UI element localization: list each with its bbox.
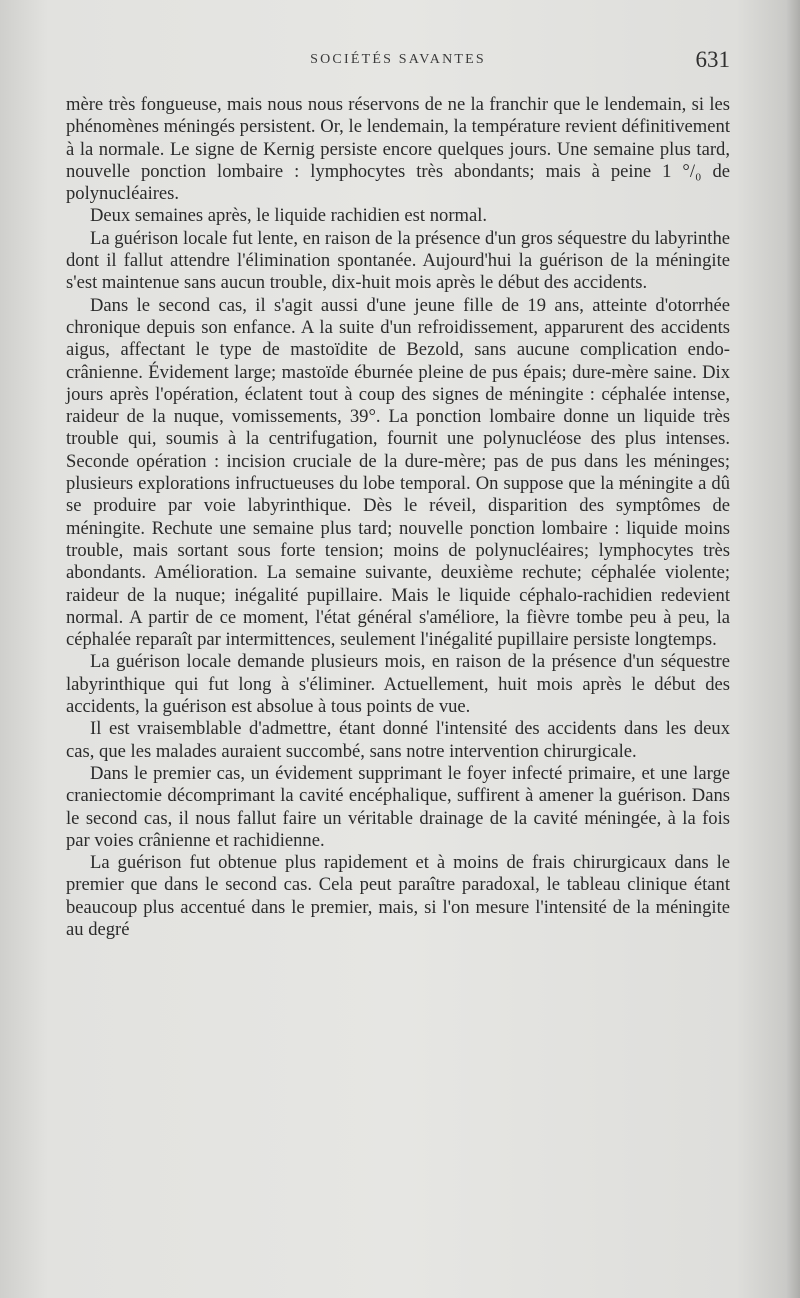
paragraph-3: La guérison locale fut lente, en raison de la présence d'un gros séquestre du labyrinthe dont il fallut attendre l'élimination spontanée. Aujourd'hui la guérison de la méningite s'est maintenue sans aucun trouble, dix-huit mois après le début des accidents.: [66, 227, 730, 294]
paragraph-7: Dans le premier cas, un évidement supprimant le foyer infecté primaire, et une large craniectomie décomprimant la cavité encéphalique, suffirent à amener la guérison. Dans le second cas, il nous fallut faire un véritable drainage de la cavité méningée, à la fois par voies crânienne et rachidienne.: [66, 762, 730, 851]
paragraph-5: La guérison locale demande plusieurs mois, en raison de la présence d'un séquestre labyrinthique qui fut long à s'éliminer. Actuellement, huit mois après le début des accidents, la guérison est absolue à tous points de vue.: [66, 651, 730, 718]
paragraph-8: La guérison fut obtenue plus rapidement et à moins de frais chirurgicaux dans le premier que dans le second cas. Cela peut paraître paradoxal, le tableau clinique étant beaucoup plus accentué dans le premier, mais, si l'on mesure l'intensité de la méningite au degré: [66, 852, 730, 940]
paragraph-1: mère très fongueuse, mais nous nous réservons de ne la franchir que le lendemain, si les phénomènes méningés persistent. Or, le lendemain, la température revient définitivement à la normale. Le signe de Kernig persiste encore quelques jours. Une semaine plus tard, nouvelle ponction lombaire : lymphocytes très abondants; mais à peine 1 °/₀ de polynucléaires.: [66, 94, 730, 205]
paragraph-2: Deux semaines après, le liquide rachidien est normal.: [90, 205, 488, 227]
page-number: 631: [695, 47, 730, 72]
body-text: [66, 94, 730, 941]
paragraph-4: Dans le second cas, il s'agit aussi d'une jeune fille de 19 ans, atteinte d'otorrhée chronique depuis son enfance. A la suite d'un refroidissement, apparurent des accidents aigus, affectant le type de mastoïdite de Bezold, sans aucune complication endo-crânienne. Évidement large; mastoïde éburnée pleine de pus épais; dure-mère saine. Dix jours après l'opération, éclatent tout à coup des signes de méningite : céphalée intense, raideur de la nuque, vomissements, 39°. La ponction lombaire donne un liquide très trouble qui, soumis à la centrifugation, fournit une polynucléose des plus intenses. Seconde opération : incision cruciale de la dure-mère; pas de pus dans les méninges; plusieurs explorations infructueuses du lobe temporal. On suppose que la méningite a dû se produire par voie labyrinthique. Dès le réveil, disparition des symptômes de méningite. Rechute une semaine plus tard; nouvelle ponction lombaire : liquide moins trouble, mais sortant sous forte tension; moins de polynucléaires; lymphocytes très abondants. Amélioration. La semaine suivante, deuxième rechute; céphalée violente; raideur de la nuque; inégalité pupillaire. Mais le liquide céphalo-rachidien redevient normal. A partir de ce moment, l'état général s'améliore, la fièvre tombe peu à peu, la céphalée reparaît par intermittences, seulement l'inégalité pupillaire persiste longtemps.: [66, 294, 730, 651]
paragraph-6: Il est vraisemblable d'admettre, étant donné l'intensité des accidents dans les deux cas, que les malades auraient succombé, sans notre intervention chirurgicale.: [66, 718, 730, 762]
page-edge-shadow: [786, 0, 800, 1298]
running-title: SOCIÉTÉS SAVANTES: [310, 52, 486, 67]
page-header: [66, 44, 730, 84]
